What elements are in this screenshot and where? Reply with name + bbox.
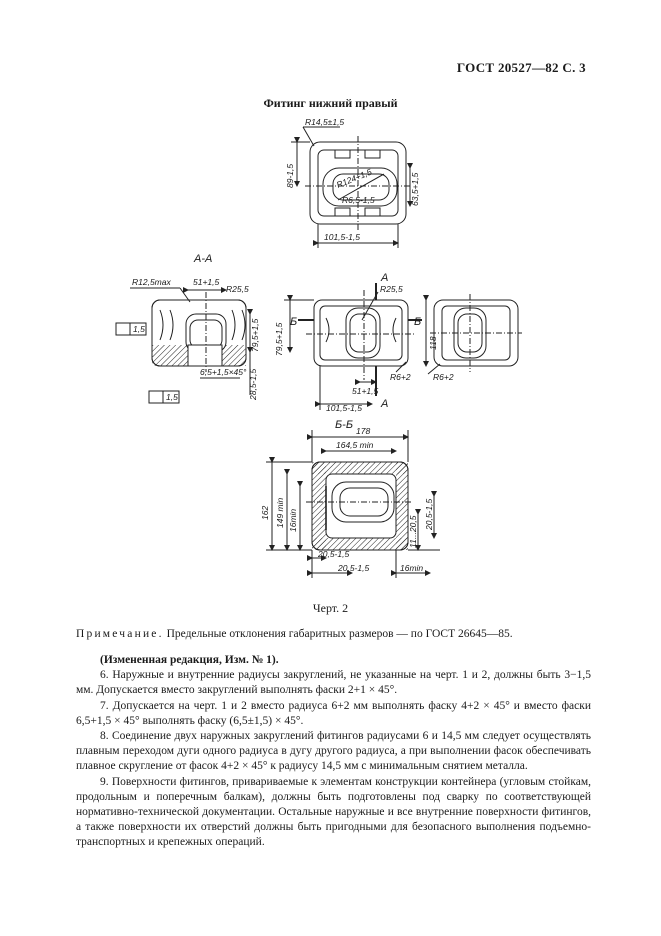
figure-caption: Черт. 2 [312,601,349,615]
dim-r14: R14,5±1,5 [305,117,345,127]
dim-51-b: 51+1,5 [352,386,379,396]
section-aa [116,288,250,403]
dim-63: 63,5+1,5 [410,172,420,206]
paragraph-7: 7. Допускается на черт. 1 и 2 вместо радиуса 6+2 мм выполнять фаску 4+2 × 45° и вместо фаски 6,5+1,5 × 45° выполнять фаску (6,5±1,5) × 45°. [76,699,591,727]
dim-r12max: R12,5max [132,277,171,287]
label-a-top: А [381,272,389,284]
dim-101-mid: 101,5-1,5 [326,403,362,413]
dim-164: 164,5 min [336,440,374,450]
dim-r25-a: R25,5 [226,284,249,294]
dim-79-a: 79,5+1,5 [250,318,260,352]
paragraph-9: 9. Поверхности фитингов, привариваемые к элементам конструкции контейнера (угловым стойкам, продольным и поперечным балкам), должны быть подготовлены под сварку по соответствующей нормативно-технической документации. Остальные наружные и все внутренние поверхности фитингов, а также поверхности их отверстий должны быть пригодными для безопасного выполнения подъемно-транспортных и крепежных операций. [76,775,591,849]
dim-r6-b: R6+2 [433,372,454,382]
dim-16-h: 16min [400,563,424,573]
dim-162: 162 [260,505,270,520]
paragraph-8: 8. Соединение двух наружных закруглений фитингов радиусами 6 и 14,5 мм следует осуществлять плавным переходом дуги одного радиуса в дугу другого радиуса, а при выполнении фасок обеспечивать плавное скругление от фасок 4+2 × 45° к радиусу 14,5 мм с минимальным снятием металла. [76,730,591,773]
dim-51-a: 51+1,5 [193,277,220,287]
revision-note: (Измененная редакция, Изм. № 1). [100,654,279,666]
dim-89: 89-1,5 [285,163,295,188]
note-label: Примечание. [76,628,164,640]
label-section-bb: Б-Б [335,419,353,431]
label-b-left: Б [290,316,298,328]
label-b-right: Б [414,316,422,328]
dim-r124: R124+1,5 [335,166,374,190]
plan-view [291,127,412,248]
dim-11: 11...20,5 [408,515,418,548]
dim-178: 178 [356,426,371,436]
dim-1-5-a: 1,5 [133,324,145,334]
dim-79-b: 79,5+1,5 [274,322,284,356]
dim-20-5-h: 20,5-1,5 [318,549,350,559]
paragraph-6: 6. Наружные и внутренние радиусы закруглений, не указанные на черт. 1 и 2, должны быть 3−1,5 мм. Допускается вместо закруглений выполнять фаски 2+1 × 45°. [76,669,591,697]
figure-note [76,628,591,640]
end-view [428,294,522,374]
section-bb [266,430,440,578]
document-header: ГОСТ 20527—82 С. 3 [456,60,586,75]
figure-title: Фитинг нижний правый [263,96,398,110]
dim-r65: R6,5-1,5 [342,195,375,205]
dim-16-v: 16min [288,508,298,532]
dim-149: 149 min [275,497,285,528]
dim-chamfer: 6,5+1,5×45° [200,367,247,377]
dim-r6-a: R6+2 [390,372,411,382]
label-section-aa: А-А [194,253,213,265]
dim-20-5-v: 20,5-1,5 [424,498,434,530]
dim-1-5-b: 1,5 [166,392,178,402]
dim-28: 28,5-1,5 [248,368,258,400]
dim-20-5-h2: 20,5-1,5 [338,563,370,573]
dim-r25-b: R25,5 [380,284,403,294]
dim-101-top: 101,5-1,5 [324,232,360,242]
dim-118: 118 [428,336,438,350]
body-text [76,653,591,851]
note-text: Предельные отклонения габаритных размеров — по ГОСТ 26645—85. [163,628,513,640]
label-a-bottom: А [381,398,389,410]
